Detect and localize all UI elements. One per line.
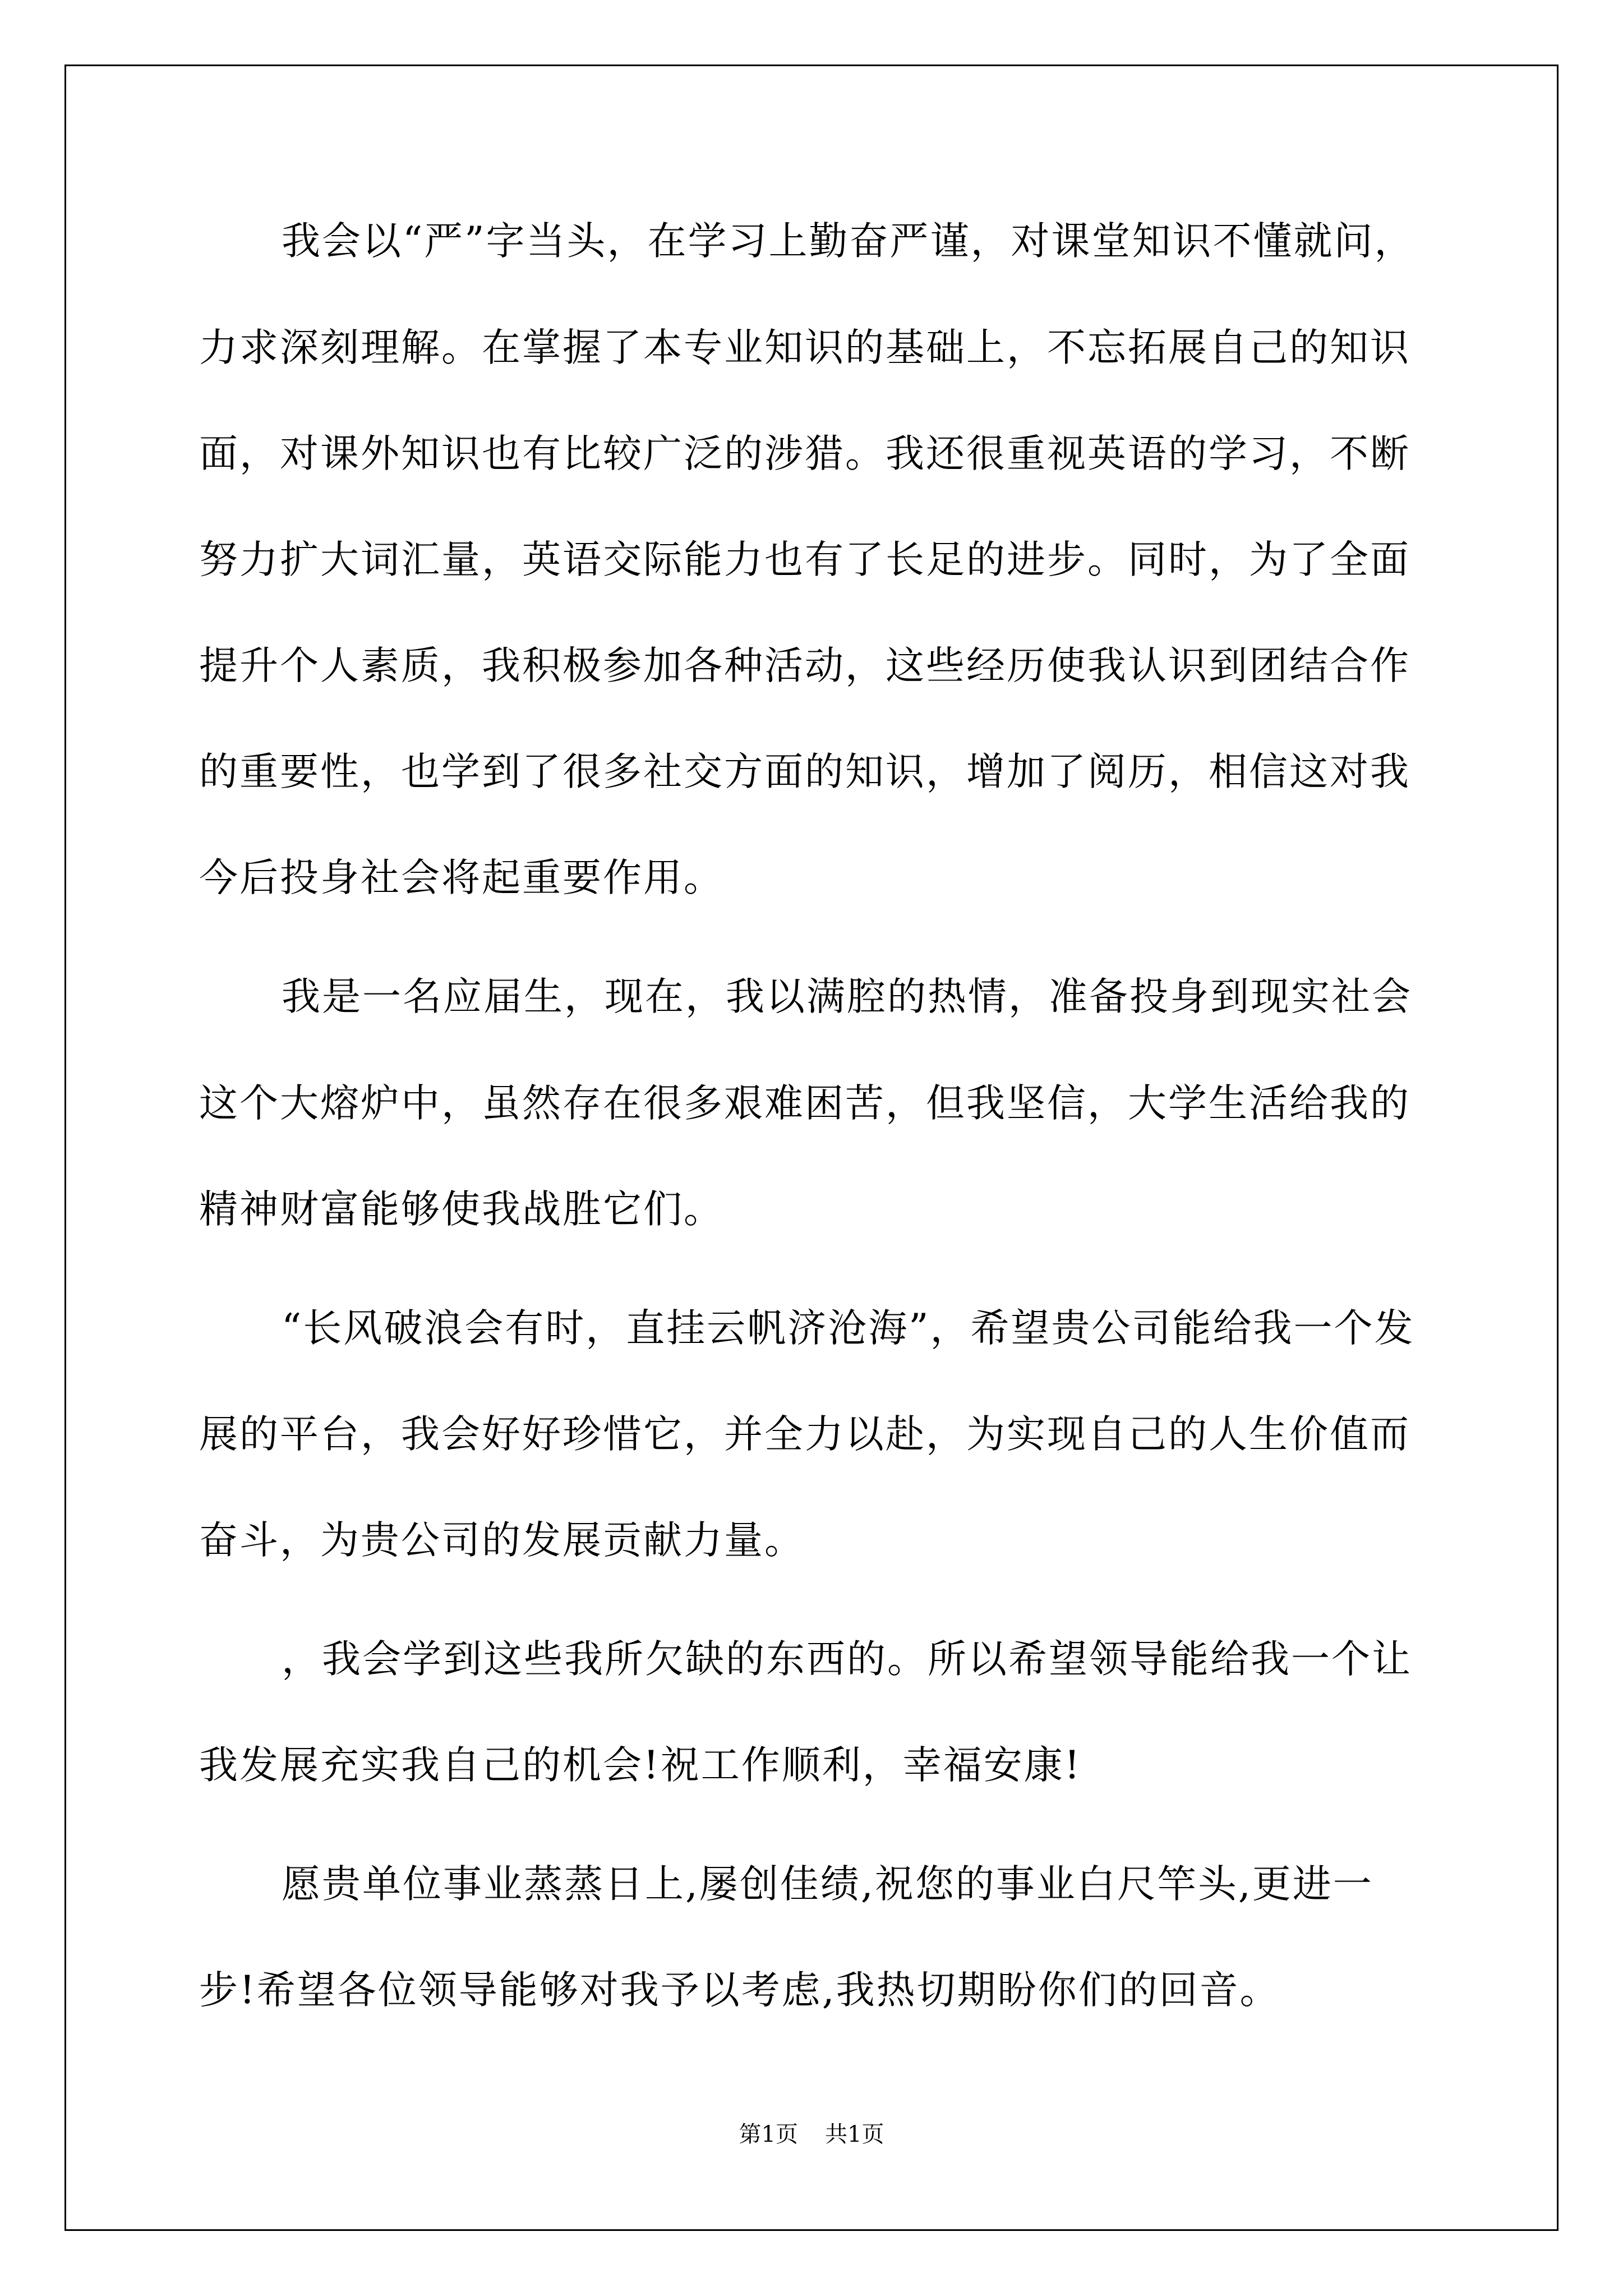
text-line: 我会以“严”字当头，在学习上勤奋严谨，对课堂知识不懂就问， — [282, 219, 1415, 264]
text-line: 今后投身社会将起重要作用。 — [199, 855, 724, 900]
page-footer — [0, 2120, 1623, 2148]
text-line: 力求深刻理解。在掌握了本专业知识的基础上，不忘拓展自己的知识 — [199, 325, 1410, 370]
text-line: 的重要性，也学到了很多社交方面的知识，增加了阅历，相信这对我 — [199, 749, 1410, 794]
page-count: 共1页 — [825, 2122, 884, 2147]
text-line: 步!希望各位领导能够对我予以考虑,我热切期盼你们的回音。 — [199, 1968, 1280, 2013]
text-line: 我是一名应届生，现在，我以满腔的热情，准备投身到现实社会 — [282, 974, 1412, 1019]
text-line: 我发展充实我自己的机会!祝工作顺利，幸福安康! — [199, 1743, 1082, 1788]
text-line: 展的平台，我会好好珍惜它，并全力以赴，为实现自己的人生价值而 — [199, 1412, 1410, 1457]
text-line: 面，对课外知识也有比较广泛的涉猎。我还很重视英语的学习，不断 — [199, 431, 1410, 476]
text-line: 努力扩大词汇量，英语交际能力也有了长足的进步。同时，为了全面 — [199, 537, 1410, 582]
page-number: 第1页 — [739, 2122, 798, 2147]
text-line: ，我会学到这些我所欠缺的东西的。所以希望领导能给我一个让 — [282, 1637, 1412, 1682]
text-line: 奋斗，为贵公司的发展贡献力量。 — [199, 1518, 805, 1563]
text-line: 精神财富能够使我战胜它们。 — [199, 1187, 724, 1232]
text-line: 这个大熔炉中，虽然存在很多艰难困苦，但我坚信，大学生活给我的 — [199, 1081, 1410, 1126]
text-line: 提升个人素质，我积极参加各种活动，这些经历使我认识到团结合作 — [199, 643, 1410, 688]
text-line: 愿贵单位事业蒸蒸日上,屡创佳绩,祝您的事业白尺竿头,更进一 — [282, 1862, 1373, 1907]
text-line: “长风破浪会有时，直挂云帆济沧海”，希望贵公司能给我一个发 — [282, 1306, 1415, 1351]
